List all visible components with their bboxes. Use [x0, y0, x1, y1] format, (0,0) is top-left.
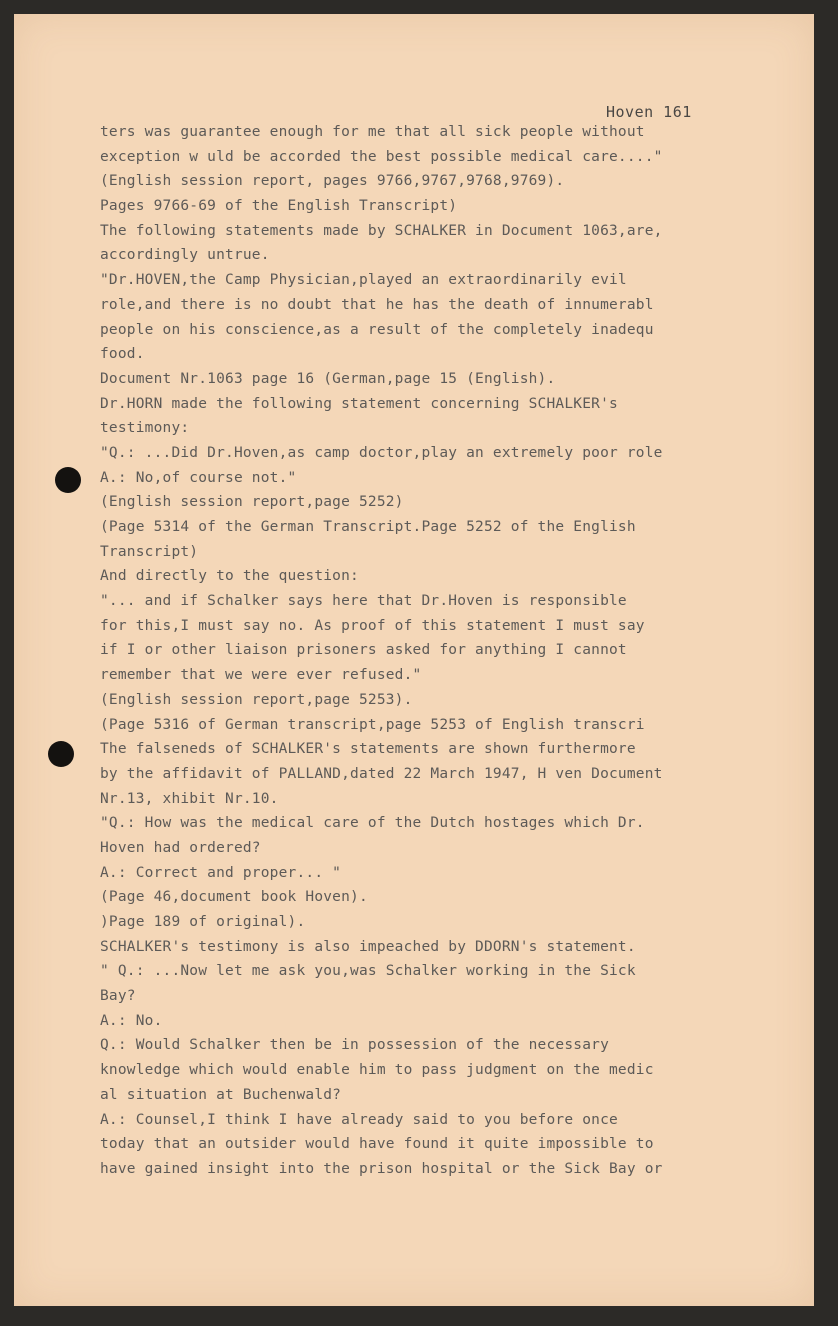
text-line: knowledge which would enable him to pass judgment on the medic	[100, 1062, 654, 1079]
text-line: (English session report,page 5253).	[100, 691, 413, 708]
text-line: Pages 9766-69 of the English Transcript)	[100, 198, 458, 215]
text-line: " Q.: ...Now let me ask you,was Schalker working in the Sick	[100, 963, 636, 980]
text-line: Hoven had ordered?	[100, 839, 261, 856]
text-line: accordingly untrue.	[100, 247, 270, 264]
text-line: Document Nr.1063 page 16 (German,page 15 (English).	[100, 370, 556, 387]
text-line: "... and if Schalker says here that Dr.Hoven is responsible	[100, 593, 627, 610]
text-line: The following statements made by SCHALKER in Document 1063,are,	[100, 222, 663, 239]
text-line: SCHALKER's testimony is also impeached by DDORN's statement.	[100, 938, 636, 955]
text-line: A.: No,of course not."	[100, 469, 297, 486]
text-line: remember that we were ever refused."	[100, 667, 422, 684]
punch-hole	[48, 741, 74, 767]
text-line: (Page 46,document book Hoven).	[100, 889, 368, 906]
text-line: Dr.HORN made the following statement concerning SCHALKER's	[100, 395, 618, 412]
text-line: Bay?	[100, 988, 136, 1005]
text-line: )Page 189 of original).	[100, 914, 306, 930]
text-line: "Q.: ...Did Dr.Hoven,as camp doctor,play an extremely poor role	[100, 444, 663, 461]
text-line: ters was guarantee enough for me that all sick people without	[100, 124, 645, 140]
text-line: Q.: Would Schalker then be in possession of the necessary	[100, 1037, 609, 1054]
text-line: testimony:	[100, 420, 190, 437]
text-line: A.: Correct and proper... "	[100, 864, 342, 881]
text-line: A.: Counsel,I think I have already said to you before once	[100, 1111, 618, 1128]
text-line: The falseneds of SCHALKER's statements are shown furthermore	[100, 741, 636, 758]
text-line: exception w uld be accorded the best possible medical care...."	[100, 148, 663, 165]
text-line: food.	[100, 346, 145, 363]
typewritten-body	[100, 120, 750, 1182]
punch-hole	[55, 467, 81, 493]
text-line: (English session report,page 5252)	[100, 494, 404, 511]
text-line: today that an outsider would have found it quite impossible to	[100, 1136, 654, 1153]
page-header: Hoven 161	[606, 103, 692, 121]
text-line: "Dr.HOVEN,the Camp Physician,played an extraordinarily evil	[100, 272, 627, 289]
text-line: role,and there is no doubt that he has the death of innumerabl	[100, 296, 654, 313]
text-line: And directly to the question:	[100, 568, 359, 585]
text-line: "Q.: How was the medical care of the Dutch hostages which Dr.	[100, 815, 645, 832]
text-line: Nr.13, xhibit Nr.10.	[100, 790, 279, 807]
text-line: people on his conscience,as a result of the completely inadequ	[100, 321, 654, 338]
text-line: Transcript)	[100, 543, 199, 560]
text-line: (English session report, pages 9766,9767,9768,9769).	[100, 173, 565, 190]
text-line: have gained insight into the prison hospital or the Sick Bay or	[100, 1160, 663, 1177]
text-line: if I or other liaison prisoners asked for anything I cannot	[100, 642, 627, 659]
text-line: by the affidavit of PALLAND,dated 22 March 1947, H ven Document	[100, 765, 663, 782]
text-line: A.: No.	[100, 1012, 163, 1029]
text-line: for this,I must say no. As proof of this statement I must say	[100, 617, 645, 634]
text-line: al situation at Buchenwald?	[100, 1086, 342, 1103]
text-line: (Page 5316 of German transcript,page 5253 of English transcri	[100, 716, 645, 733]
text-line: (Page 5314 of the German Transcript.Page 5252 of the English	[100, 519, 636, 535]
